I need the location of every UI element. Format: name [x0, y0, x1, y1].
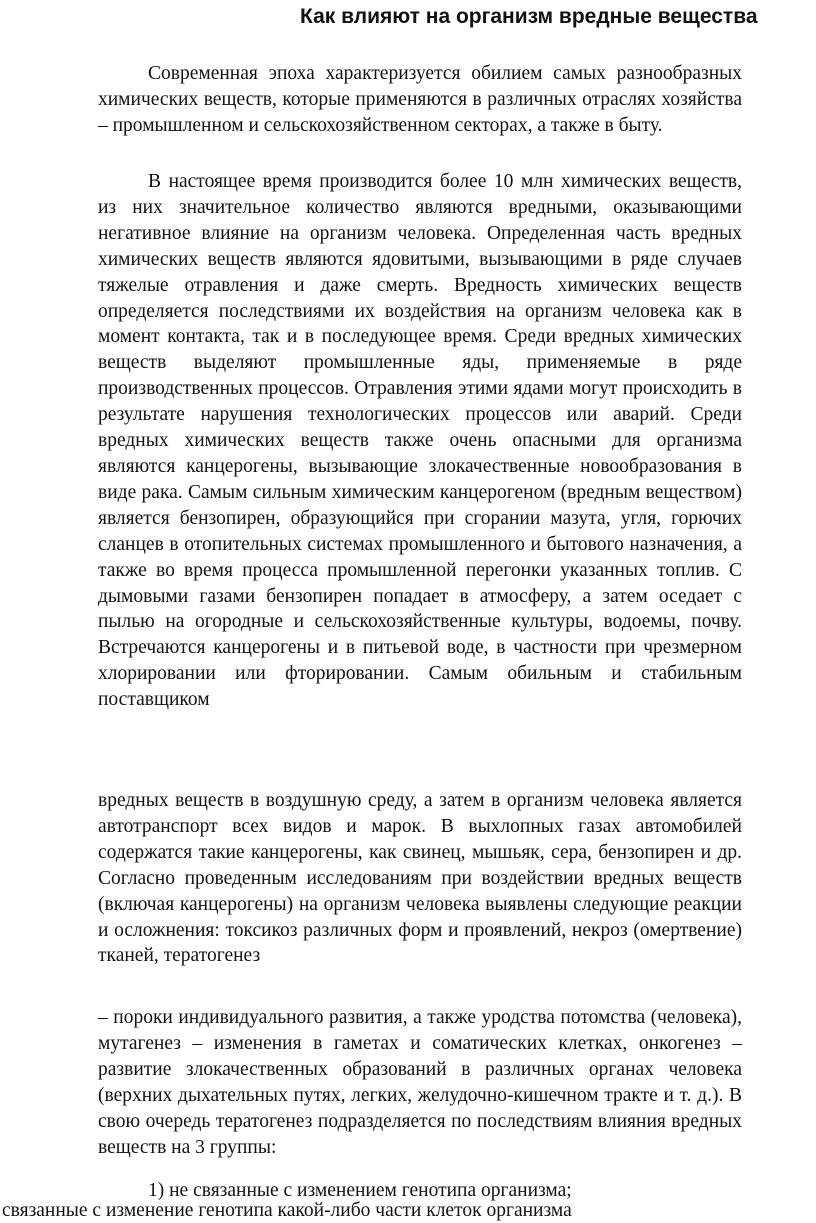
page-title: Как влияют на организм вредные вещества [300, 5, 758, 28]
list-item: 1) не связанные с изменением генотипа организма; [148, 1180, 572, 1201]
paragraph-teratogenesis: – пороки индивидуального развития, а также уродства потомства (человека), мутагенез – изменения в гаметах и соматических клетках, онкогенез – развитие злокачественных образований в различных органах человека (верхних дыхательных путях, легких, желудочно-кишечном тракте и т. д.). В свою очередь тератогенез подразделяется по последствиям влияния вредных веществ на 3 группы: [98, 1007, 742, 1158]
paragraph-chemicals: В настоящее время производится более 10 млн химических веществ, из них значительное количество являются вредными, оказывающими негативное влияние на организм человека. Определенная часть вредных химических веществ являются ядовитыми, вызывающими в ряде случаев тяжелые отравления и даже смерть. Вредность химических веществ определяется последствиями их воздействия на организм человека как в момент контакта, так и в последующее время. Среди вредных химических веществ выделяют промышленные яды, применяемые в ряде производственных процессов. Отравления этими ядами могут происходить в результате нарушения технологических процессов или аварий. Среди вредных химических веществ также очень опасными для организма являются канцерогены, вызывающие злокачественные новообразования в виде рака. Самым сильным химическим канцерогеном (вредным веществом) является бензопирен, образующийся при сгорании мазута, угля, горючих сланцев в отопительных системах промышленного и бытового назначения, а также во время процесса промышленной перегонки указанных топлив. С дымовыми газами бензопирен попадает в атмосферу, а затем оседает с пылью на огородные и сельскохозяйственные культуры, водоемы, почву. Встречаются канцерогены и в питьевой воде, в частности при чрезмерном хлорировании или фторировании. Самым обильным и стабильным поставщиком [98, 171, 742, 711]
paragraph-intro: Современная эпоха характеризуется обилием самых разнообразных химических веществ, которые применяются в различных отраслях хозяйства – промышленном и сельскохозяйственном секторах, а также в быту. [98, 63, 742, 136]
bottom-line-text: связанные с изменение генотипа какой-либо части клеток организма [2, 1200, 572, 1221]
paragraph-transport: вредных веществ в воздушную среду, а затем в организм человека является автотранспорт всех видов и марок. В выхлопных газах автомобилей содержатся такие канцерогены, как свинец, мышьяк, сера, бензопирен и др. Согласно проведенным исследованиям при воздействии вредных веществ (включая канцерогены) на организм человека выявлены следующие реакции и осложнения: токсикоз различных форм и проявлений, некроз (омертвение) тканей, тератогенез [98, 790, 742, 967]
